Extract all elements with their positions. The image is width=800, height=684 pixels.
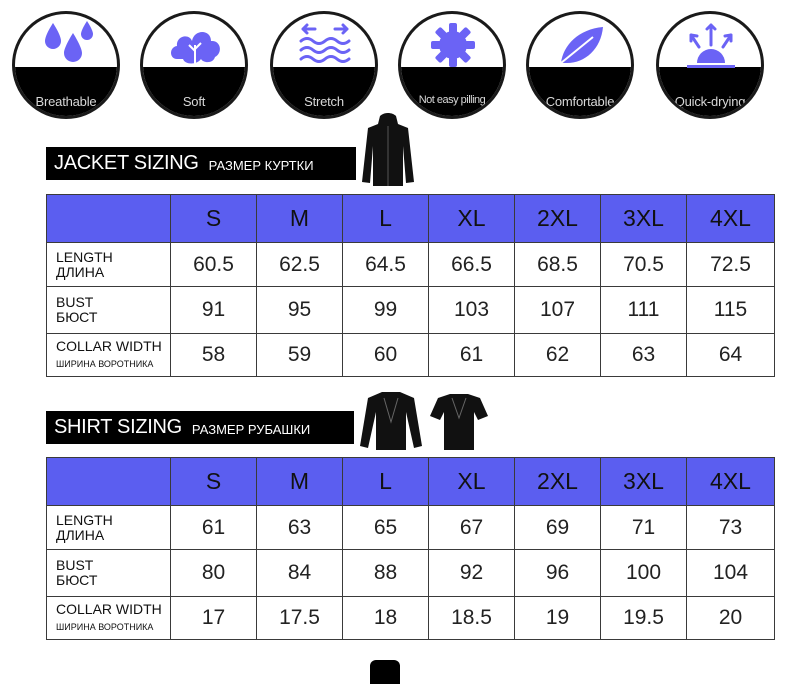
row-label-en: COLLAR WIDTH: [56, 337, 162, 354]
size-header: S: [171, 458, 257, 506]
feature-label: Not easy pilling: [418, 94, 486, 106]
row-label: [47, 506, 171, 550]
table-cell: 19: [515, 597, 601, 640]
row-label-en: BUST: [56, 294, 94, 310]
stretch-waves-icon: [297, 19, 353, 69]
pants-image: [370, 660, 400, 684]
sunrise-icon: [683, 19, 739, 69]
table-cell: 18.5: [429, 597, 515, 640]
size-header: 4XL: [687, 458, 775, 506]
feature-badges: [0, 0, 800, 130]
table-row: [47, 597, 775, 640]
size-header: XL: [429, 195, 515, 243]
row-label: [47, 243, 171, 287]
size-header: L: [343, 195, 429, 243]
table-cell: 65: [343, 506, 429, 550]
table-cell: 64.5: [343, 243, 429, 287]
table-row: [47, 334, 775, 377]
table-cell: 103: [429, 287, 515, 334]
row-label-en: COLLAR WIDTH: [56, 600, 162, 617]
size-header: 3XL: [601, 195, 687, 243]
row-label-ru: ШИРИНА ВОРОТНИКА: [56, 621, 154, 632]
table-cell: 66.5: [429, 243, 515, 287]
size-header: XL: [429, 458, 515, 506]
feature-label: Breathable: [35, 94, 97, 109]
row-label-ru: БЮСТ: [56, 572, 98, 588]
table-cell: 69: [515, 506, 601, 550]
gear-icon: [425, 19, 481, 69]
feature-badge-not-easy-pilling: [398, 11, 506, 119]
table-cell: 63: [257, 506, 343, 550]
table-cell: 80: [171, 550, 257, 597]
table-cell: 84: [257, 550, 343, 597]
row-label-ru: БЮСТ: [56, 309, 98, 325]
table-cell: 62.5: [257, 243, 343, 287]
jacket-image: [360, 112, 416, 188]
size-header: 2XL: [515, 195, 601, 243]
row-label: [47, 287, 171, 334]
size-header: M: [257, 458, 343, 506]
feature-label: Quick-drying: [674, 94, 746, 109]
table-cell: 17: [171, 597, 257, 640]
row-label-ru: ШИРИНА ВОРОТНИКА: [56, 358, 154, 369]
table-cell: 58: [171, 334, 257, 377]
jacket-title-ru: РАЗМЕР КУРТКИ: [208, 157, 314, 173]
table-cell: 60: [343, 334, 429, 377]
feature-label: Soft: [182, 94, 206, 109]
table-cell: 62: [515, 334, 601, 377]
water-drops-icon: [39, 19, 95, 69]
row-label-ru: ДЛИНА: [56, 526, 105, 543]
shirt-size-table: [46, 457, 775, 640]
row-label: [47, 550, 171, 597]
table-cell: 107: [515, 287, 601, 334]
row-label: [47, 334, 171, 377]
table-cell: 72.5: [687, 243, 775, 287]
size-header: L: [343, 458, 429, 506]
row-label-en: LENGTH: [56, 248, 113, 265]
table-cell: 63: [601, 334, 687, 377]
table-cell: 100: [601, 550, 687, 597]
table-cell: 61: [429, 334, 515, 377]
row-label: [47, 597, 171, 640]
feature-label: Stretch: [304, 94, 344, 109]
size-header: S: [171, 195, 257, 243]
table-cell: 59: [257, 334, 343, 377]
table-row: [47, 550, 775, 597]
long-sleeve-shirt-image: [358, 388, 424, 452]
feature-badge-stretch: [270, 11, 378, 119]
table-cell: 17.5: [257, 597, 343, 640]
table-cell: 111: [601, 287, 687, 334]
feather-icon: [553, 19, 609, 69]
table-cell: 68.5: [515, 243, 601, 287]
feature-label: Comfortable: [545, 94, 615, 109]
corner-cell: [47, 195, 171, 243]
table-cell: 99: [343, 287, 429, 334]
table-cell: 96: [515, 550, 601, 597]
shirt-header-row: [47, 458, 775, 506]
corner-cell: [47, 458, 171, 506]
jacket-sizing-title: [46, 147, 356, 180]
table-cell: 19.5: [601, 597, 687, 640]
cloud-plant-icon: [167, 19, 223, 69]
table-cell: 92: [429, 550, 515, 597]
table-cell: 88: [343, 550, 429, 597]
size-header: 2XL: [515, 458, 601, 506]
table-row: [47, 287, 775, 334]
size-header: 3XL: [601, 458, 687, 506]
row-label-en: BUST: [56, 557, 94, 573]
table-cell: 20: [687, 597, 775, 640]
shirt-title-en: SHIRT SIZING: [54, 416, 182, 438]
table-row: [47, 506, 775, 550]
table-cell: 67: [429, 506, 515, 550]
table-cell: 18: [343, 597, 429, 640]
row-label-en: LENGTH: [56, 511, 113, 528]
size-header: 4XL: [687, 195, 775, 243]
jacket-size-table: [46, 194, 775, 377]
feature-badge-quick-drying: [656, 11, 764, 119]
table-cell: 104: [687, 550, 775, 597]
feature-badge-comfortable: [526, 11, 634, 119]
table-cell: 60.5: [171, 243, 257, 287]
feature-badge-soft: [140, 11, 248, 119]
table-cell: 91: [171, 287, 257, 334]
jacket-title-en: JACKET SIZING: [54, 152, 199, 174]
shirt-sizing-title: [46, 411, 354, 444]
short-sleeve-shirt-image: [430, 390, 488, 452]
table-cell: 115: [687, 287, 775, 334]
table-cell: 61: [171, 506, 257, 550]
row-label-ru: ДЛИНА: [56, 263, 105, 280]
feature-badge-breathable: [12, 11, 120, 119]
shirt-title-ru: РАЗМЕР РУБАШКИ: [191, 421, 311, 437]
table-cell: 95: [257, 287, 343, 334]
table-cell: 70.5: [601, 243, 687, 287]
jacket-header-row: [47, 195, 775, 243]
size-header: M: [257, 195, 343, 243]
table-row: [47, 243, 775, 287]
table-cell: 64: [687, 334, 775, 377]
table-cell: 73: [687, 506, 775, 550]
table-cell: 71: [601, 506, 687, 550]
